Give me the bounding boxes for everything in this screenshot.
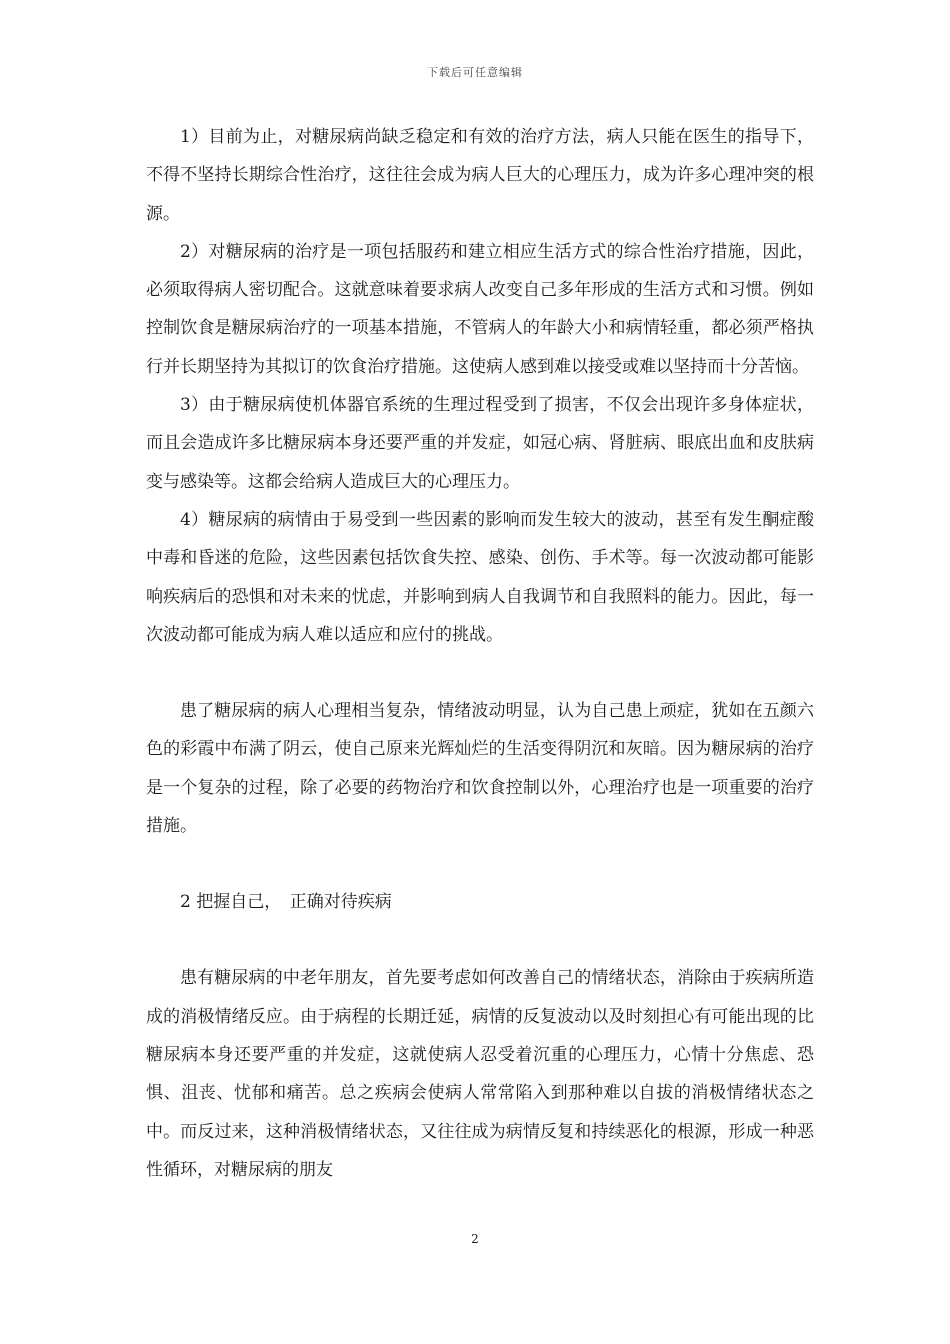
page-header: 下载后可任意编辑 (427, 66, 523, 79)
document-body (146, 118, 814, 1189)
paragraph-5: 患了糖尿病的病人心理相当复杂，情绪波动明显，认为自己患上顽症，犹如在五颜六色的彩霞中布满了阴云，使自己原来光辉灿烂的生活变得阴沉和灰暗。因为糖尿病的治疗是一个复杂的过程，除了必要的药物治疗和饮食控制以外，心理治疗也是一项重要的治疗措施。 (146, 701, 814, 837)
page-number: 2 (471, 1232, 479, 1246)
paragraph-4: 4）糖尿病的病情由于易受到一些因素的影响而发生较大的波动，甚至有发生酮症酸中毒和昏迷的危险，这些因素包括饮食失控、感染、创伤、手术等。每一次波动都可能影响疾病后的恐惧和对未来的忧虑，并影响到病人自我调节和自我照料的能力。因此，每一次波动都可能成为病人难以适应和应付的挑战。 (146, 509, 814, 645)
blank-line (146, 921, 814, 959)
paragraph-3: 3）由于糖尿病使机体器官系统的生理过程受到了损害，不仅会出现许多身体症状，而且会造成许多比糖尿病本身还要严重的并发症，如冠心病、肾脏病、眼底出血和皮肤病变与感染等。这都会给病人造成巨大的心理压力。 (146, 395, 814, 492)
section-heading: 2 把握自己， 正确对待疾病 (180, 892, 392, 913)
blank-line (146, 845, 814, 883)
paragraph-1: 1）目前为止，对糖尿病尚缺乏稳定和有效的治疗方法，病人只能在医生的指导下，不得不坚持长期综合性治疗，这往往会成为病人巨大的心理压力，成为许多心理冲突的根源。 (146, 127, 814, 224)
paragraph-2: 2）对糖尿病的治疗是一项包括服药和建立相应生活方式的综合性治疗措施，因此，必须取得病人密切配合。这就意味着要求病人改变自己多年形成的生活方式和习惯。例如控制饮食是糖尿病治疗的一项基本措施，不管病人的年龄大小和病情轻重，都必须严格执行并长期坚持为其拟订的饮食治疗措施。这使病人感到难以接受或难以坚持而十分苦恼。 (146, 241, 814, 377)
paragraph-6: 患有糖尿病的中老年朋友，首先要考虑如何改善自己的情绪状态，消除由于疾病所造成的消极情绪反应。由于病程的长期迁延，病情的反复波动以及时刻担心有可能出现的比糖尿病本身还要严重的并发症，这就使病人忍受着沉重的心理压力，心情十分焦虑、恐惧、沮丧、忧郁和痛苦。总之疾病会使病人常常陷入到那种难以自拔的消极情绪状态之中。而反过来，这种消极情绪状态，又往往成为病情反复和持续恶化的根源，形成一种恶性循环，对糖尿病的朋友 (146, 968, 814, 1180)
blank-line (146, 654, 814, 692)
